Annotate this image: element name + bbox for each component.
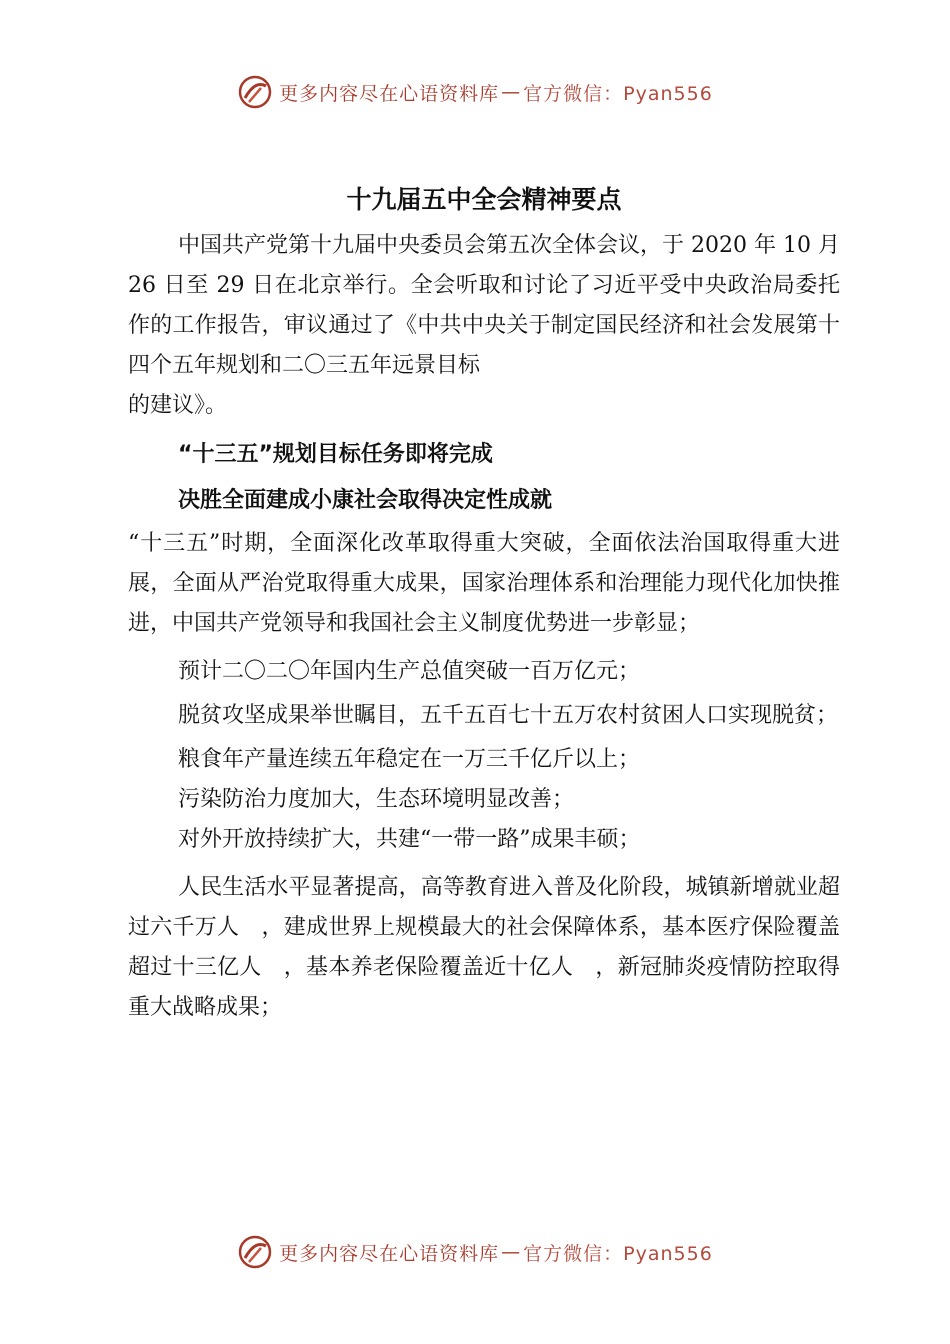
point-paragraph: 预计二〇二〇年国内生产总值突破一百万亿元；	[178, 659, 641, 684]
document-title: 十九届五中全会精神要点	[346, 185, 622, 214]
intro-paragraph: 中国共产党第十九届中央委员会第五次全体会议，于 2020 年 10 月 26 日至 29 日在北京举行。全会听取和讨论了习近平受中央政治局委托作的工作报告，审议通过了《中共中央关于制定国民经济和社会发展第十四个五年规划和二〇三五年远景目标	[128, 233, 840, 378]
watermark-text: 更多内容尽在心语资料库	[279, 1242, 500, 1265]
point-paragraph: 污染防治力度加大，生态环境明显改善；	[178, 787, 575, 812]
brand-logo-icon	[237, 1234, 273, 1270]
watermark-text: 更多内容尽在心语资料库	[279, 82, 500, 105]
intro-paragraph-end: 的建议》。	[128, 393, 228, 418]
document-body	[128, 176, 840, 1028]
watermark-separator: —	[501, 81, 522, 103]
section-heading: “十三五”规划目标任务即将完成	[178, 442, 493, 467]
point-paragraph: 脱贫攻坚成果举世瞩目，五千五百七十五万农村贫困人口实现脱贫；	[178, 703, 839, 728]
point-paragraph: 粮食年产量连续五年稳定在一万三千亿斤以上；	[178, 747, 641, 772]
point-paragraph: 对外开放持续扩大，共建“一带一路”成果丰硕；	[178, 827, 641, 852]
watermark-contact: 官方微信：Pyan556	[523, 1242, 713, 1265]
watermark-contact: 官方微信：Pyan556	[523, 82, 713, 105]
header-watermark	[0, 72, 950, 112]
footer-watermark	[0, 1232, 950, 1272]
section-subheading: 决胜全面建成小康社会取得决定性成就	[178, 488, 553, 513]
point-paragraph: “十三五”时期，全面深化改革取得重大突破，全面依法治国取得重大进展，全面从严治党取得重大成果，国家治理体系和治理能力现代化加快推进，中国共产党领导和我国社会主义制度优势进一步彰显；	[128, 531, 840, 636]
brand-logo-icon	[237, 74, 273, 110]
point-paragraph: 人民生活水平显著提高，高等教育进入普及化阶段，城镇新增就业超过六千万人 ，建成世界上规模最大的社会保障体系，基本医疗保险覆盖超过十三亿人 ，基本养老保险覆盖近十亿人 ，新冠肺炎疫情防控取得重大战略成果；	[128, 875, 840, 1020]
watermark-separator: —	[501, 1241, 522, 1263]
